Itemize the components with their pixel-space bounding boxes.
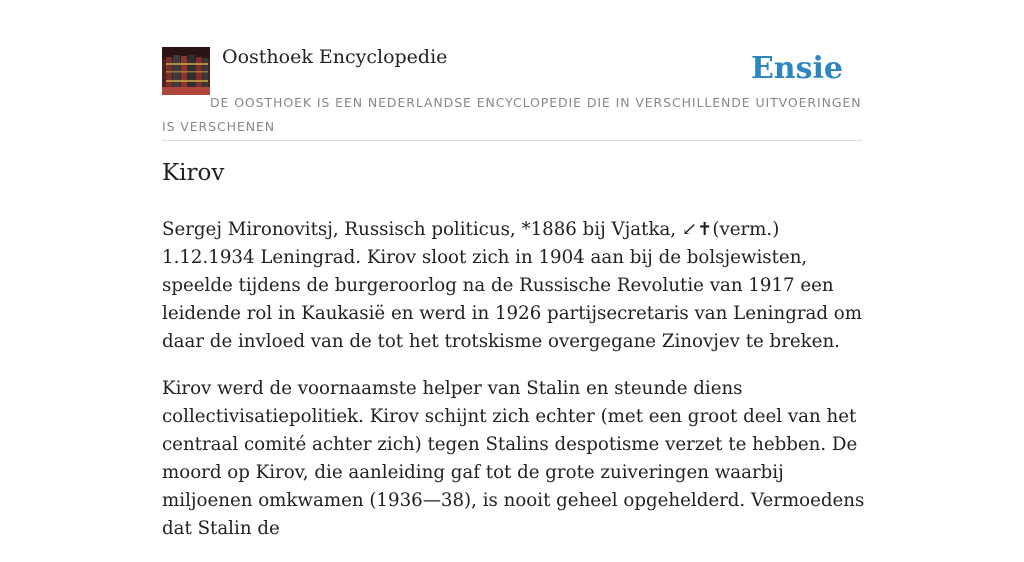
brand-logo-link[interactable]: Ensie xyxy=(750,51,843,86)
article-body xyxy=(162,216,872,562)
article-title: Kirov xyxy=(162,160,225,186)
book-spines-icon xyxy=(162,47,210,95)
article-paragraph: Kirov werd de voornaamste helper van Stalin en steunde diens collectivisatiepolitiek. Kirov schijnt zich echter (met een groot deel van het centraal comité achter zich) tegen Stalins despotisme verzet te hebben. De moord op Kirov, die aanleiding gaf tot de grote zuiveringen waarbij miljoenen omkwamen (1936—38), is nooit geheel opgehelderd. Vermoedens dat Stalin de xyxy=(162,378,865,539)
article-paragraph: Sergej Mironovitsj, Russisch politicus, *1886 bij Vjatka, ↙✝(verm.) 1.12.1934 Leningrad. Kirov sloot zich in 1904 aan bij de bolsjewisten, speelde tijdens de burgeroorlog na de Russische Revolutie van 1917 een leidende rol in Kaukasië en werd in 1926 partijsecretaris van Leningrad om daar de invloed van de tot het trotskisme overgegane Zinovjev te breken. xyxy=(162,219,863,352)
site-header xyxy=(162,40,862,141)
site-tagline: DE OOSTHOEK IS EEN NEDERLANDSE ENCYCLOPEDIE DIE IN VERSCHILLENDE UITVOERINGEN IS VERSCHENEN xyxy=(162,95,862,134)
site-name[interactable]: Oosthoek Encyclopedie xyxy=(222,46,448,68)
avatar[interactable] xyxy=(162,47,210,95)
